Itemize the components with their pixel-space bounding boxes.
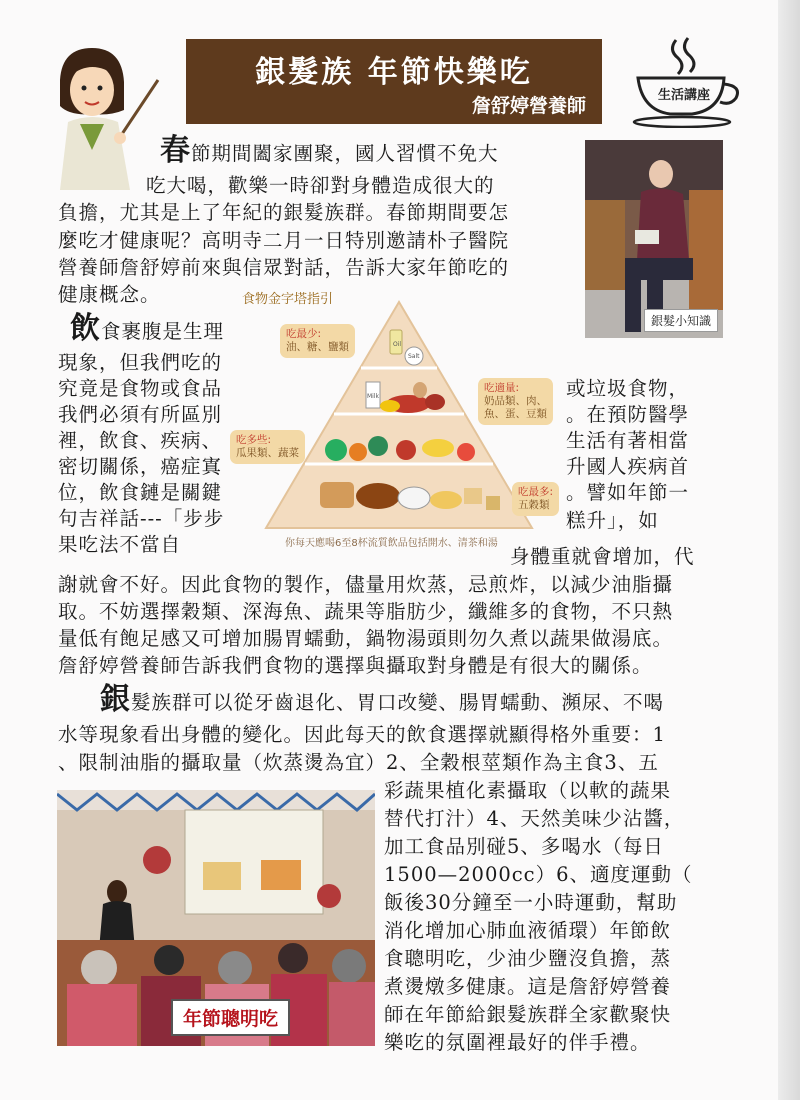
p2-right2: 。在預防醫學 bbox=[566, 403, 690, 426]
p2-full4: 詹舒婷營養師告訴我們食物的選擇與攝取對身體是有很大的關係。 bbox=[58, 654, 653, 677]
oil-jar-label: Oil bbox=[393, 341, 402, 348]
p2-right4: 升國人疾病首 bbox=[566, 455, 690, 478]
bubble-eat-least bbox=[280, 324, 355, 358]
bubble-moderate-items2: 魚、蛋、豆類 bbox=[484, 408, 547, 420]
p3-text: 髮族群可以從牙齒退化、胃口改變、腸胃蠕動、瀕尿、不喝 bbox=[131, 691, 665, 714]
p3-drop-cap: 銀 bbox=[100, 682, 131, 717]
p3-right4: 1500—2000cc）6、適度運動（ bbox=[384, 863, 693, 886]
p2-line5: 裡，飲食、疾病、 bbox=[58, 429, 223, 452]
p2-right5: 。譬如年節一 bbox=[566, 481, 690, 504]
p3-line2: 水等現象看出身體的變化。因此每天的飲食選擇就顯得格外重要：1 bbox=[58, 723, 666, 746]
bubble-most-label: 吃最多: bbox=[518, 486, 554, 498]
p2-line3: 究竟是食物或食品 bbox=[58, 377, 223, 400]
p3-right10: 樂吃的氛圍裡最好的伴手禮。 bbox=[384, 1031, 651, 1054]
p2-line8: 句吉祥話---「步步 bbox=[58, 507, 225, 530]
p1-line1 bbox=[160, 133, 499, 168]
p1-line4: 麼吃才健康呢？高明寺二月一日特別邀請朴子醫院 bbox=[58, 229, 510, 252]
p3-right1: 彩蔬果植化素攝取（以軟的蔬果 bbox=[384, 779, 672, 802]
p2-right6: 糕升」，如 bbox=[566, 509, 659, 532]
coffee-cup-icon bbox=[628, 36, 748, 128]
bubble-more-label: 吃多些: bbox=[236, 434, 272, 446]
coffee-cup-badge bbox=[628, 36, 748, 128]
article-title: 銀髮族 年節快樂吃 bbox=[255, 55, 533, 90]
p3-line1 bbox=[100, 682, 665, 717]
photo2-caption: 年節聰明吃 bbox=[171, 999, 290, 1036]
p2-drop-cap: 飲 bbox=[70, 311, 101, 346]
food-pyramid bbox=[230, 288, 568, 550]
p2-line9: 果吃法不當自 bbox=[58, 533, 182, 556]
bubble-least-label: 吃最少: bbox=[286, 328, 322, 340]
bubble-most-items: 五穀類 bbox=[518, 499, 550, 511]
bubble-eat-moderate bbox=[478, 378, 553, 425]
p2-line7: 位，飲食鏈是關鍵 bbox=[58, 481, 223, 504]
bubble-eat-more bbox=[230, 430, 305, 464]
pyramid-note: 你每天應喝6至8杯流質飲品包括開水、清茶和湯 bbox=[285, 538, 498, 549]
p2-right7: 身體重就會增加，代 bbox=[510, 545, 695, 568]
pyramid-title: 食物金字塔指引 bbox=[242, 292, 334, 307]
p3-right2: 替代打汁）4、天然美味少沾醬， bbox=[384, 807, 685, 830]
p1-line6: 健康概念。 bbox=[58, 283, 161, 306]
salt-jar-label: Salt bbox=[408, 353, 420, 360]
p2-text: 食裹腹是生理 bbox=[101, 320, 225, 343]
p2-line2: 現象，但我們吃的 bbox=[58, 351, 223, 374]
bubble-moderate-label: 吃適量: bbox=[484, 382, 520, 394]
p1-text: 節期間闔家團聚，國人習慣不免大 bbox=[191, 142, 499, 165]
elderly-reading-photo bbox=[585, 140, 723, 338]
title-banner bbox=[186, 39, 602, 124]
p2-right3: 生活有著相當 bbox=[566, 429, 690, 452]
p3-line3: 、限制油脂的攝取量（炊蒸燙為宜）2、全穀根莖類作為主食3、五 bbox=[58, 751, 659, 774]
p2-full1: 謝就會不好。因此食物的製作，儘量用炊蒸，忌煎炸，以減少油脂攝 bbox=[58, 573, 674, 596]
article-author: 詹舒婷營養師 bbox=[471, 95, 586, 117]
p3-right7: 食聰明吃，少油少鹽沒負擔，蒸 bbox=[384, 947, 672, 970]
p2-line4: 我們必須有所區別 bbox=[58, 403, 223, 426]
p2-right1: 或垃圾食物， bbox=[566, 377, 690, 400]
p2-full3: 量低有飽足感又可增加腸胃蠕動，鍋物湯頭則勿久煮以蔬果做湯底。 bbox=[58, 627, 674, 650]
p3-right8: 煮燙燉多健康。這是詹舒婷營養 bbox=[384, 975, 672, 998]
milk-label: Milk bbox=[367, 393, 379, 400]
p3-right9: 師在年節給銀髮族群全家歡聚快 bbox=[384, 1003, 672, 1026]
bubble-moderate-items1: 奶品類、肉、 bbox=[484, 395, 547, 407]
page-edge bbox=[778, 0, 800, 1100]
p2-line1 bbox=[70, 311, 225, 346]
p1-line5: 營養師詹舒婷前來與信眾對話，告訴大家年節吃的 bbox=[58, 256, 510, 279]
bubble-least-items: 油、糖、鹽類 bbox=[286, 341, 349, 353]
p3-right6: 消化增加心肺血液循環）年節飲 bbox=[384, 919, 672, 942]
bubble-more-items: 瓜果類、蔬菜 bbox=[236, 447, 299, 459]
badge-label: 生活講座 bbox=[657, 88, 710, 103]
lecture-photo bbox=[57, 790, 375, 1046]
p1-line3: 負擔，尤其是上了年紀的銀髮族群。春節期間要怎 bbox=[58, 201, 510, 224]
p3-right3: 加工食品別碰5、多喝水（每日 bbox=[384, 835, 664, 858]
teacher-illustration bbox=[40, 40, 170, 190]
p3-right5: 飯後30分鐘至一小時運動，幫助 bbox=[384, 891, 678, 914]
p1-line2: 吃大喝，歡樂一時卻對身體造成很大的 bbox=[146, 174, 495, 197]
photo1-caption: 銀髮小知識 bbox=[644, 309, 718, 332]
bubble-eat-most bbox=[512, 482, 559, 516]
p1-drop-cap: 春 bbox=[160, 133, 191, 168]
p2-line6: 密切關係，癌症寘 bbox=[58, 455, 223, 478]
p2-full2: 取。不妨選擇穀類、深海魚、蔬果等脂肪少，纖維多的食物，不只熱 bbox=[58, 600, 674, 623]
